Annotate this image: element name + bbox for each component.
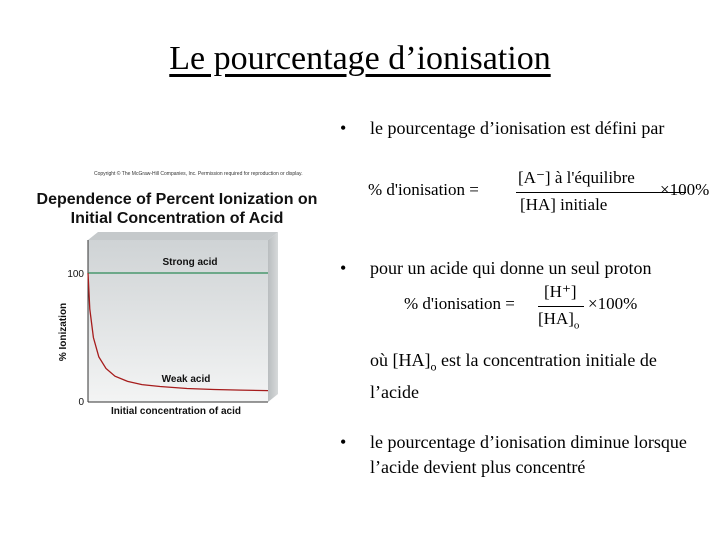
bullet-text: pour un acide qui donne un seul proton (370, 258, 652, 278)
equation-denominator: [HA] initiale (520, 195, 608, 214)
equation-lhs: % d'ionisation = (368, 180, 479, 199)
equation-multiplier: ×100% (588, 294, 638, 313)
bullet-symbol: • (340, 118, 347, 138)
y-tick-label-0: 0 (78, 397, 84, 408)
panel-side-face (268, 232, 278, 402)
figure-title: Dependence of Percent Ionization on Initial Concentration of Acid (36, 191, 318, 227)
note-text-rest: est la concentration initiale de l’acide (370, 350, 657, 402)
equation-numerator: [A⁻] à l'équilibre (518, 168, 635, 187)
x-axis-label: Initial concentration of acid (110, 406, 242, 417)
bullet-symbol: • (340, 258, 347, 278)
panel-top-face (88, 232, 278, 240)
weak-acid-label: Weak acid (161, 374, 211, 385)
equation-monoprotic (404, 282, 664, 332)
fraction-bar (538, 306, 584, 307)
bullet-text: le pourcentage d’ionisation est défini par (370, 118, 665, 138)
strong-acid-label: Strong acid (162, 257, 218, 268)
equation-numerator: [H⁺] (544, 282, 577, 301)
equation-lhs: % d'ionisation = (404, 294, 515, 313)
bullet-symbol: • (340, 432, 347, 452)
y-tick-label-100: 100 (67, 269, 84, 280)
note-subscript: o (430, 359, 437, 374)
equation-multiplier: ×100% (660, 180, 710, 199)
bullet-text: le pourcentage d’ionisation diminue lorsque l’acide devient plus concentré (370, 432, 687, 477)
y-axis-label: % Ionization (58, 302, 69, 362)
ionization-chart (40, 228, 340, 428)
denominator-text: [HA] (538, 309, 574, 328)
slide-title: Le pourcentage d’ionisation (169, 40, 551, 77)
note-text: où [HA] (370, 350, 431, 370)
equation-denominator (538, 309, 579, 331)
figure-copyright: Copyright © The McGraw-Hill Companies, Inc. Permission required for reproduction or display. (94, 171, 303, 177)
initial-concentration-note (370, 348, 700, 405)
equation-general (368, 168, 710, 218)
denominator-subscript: o (573, 319, 580, 332)
